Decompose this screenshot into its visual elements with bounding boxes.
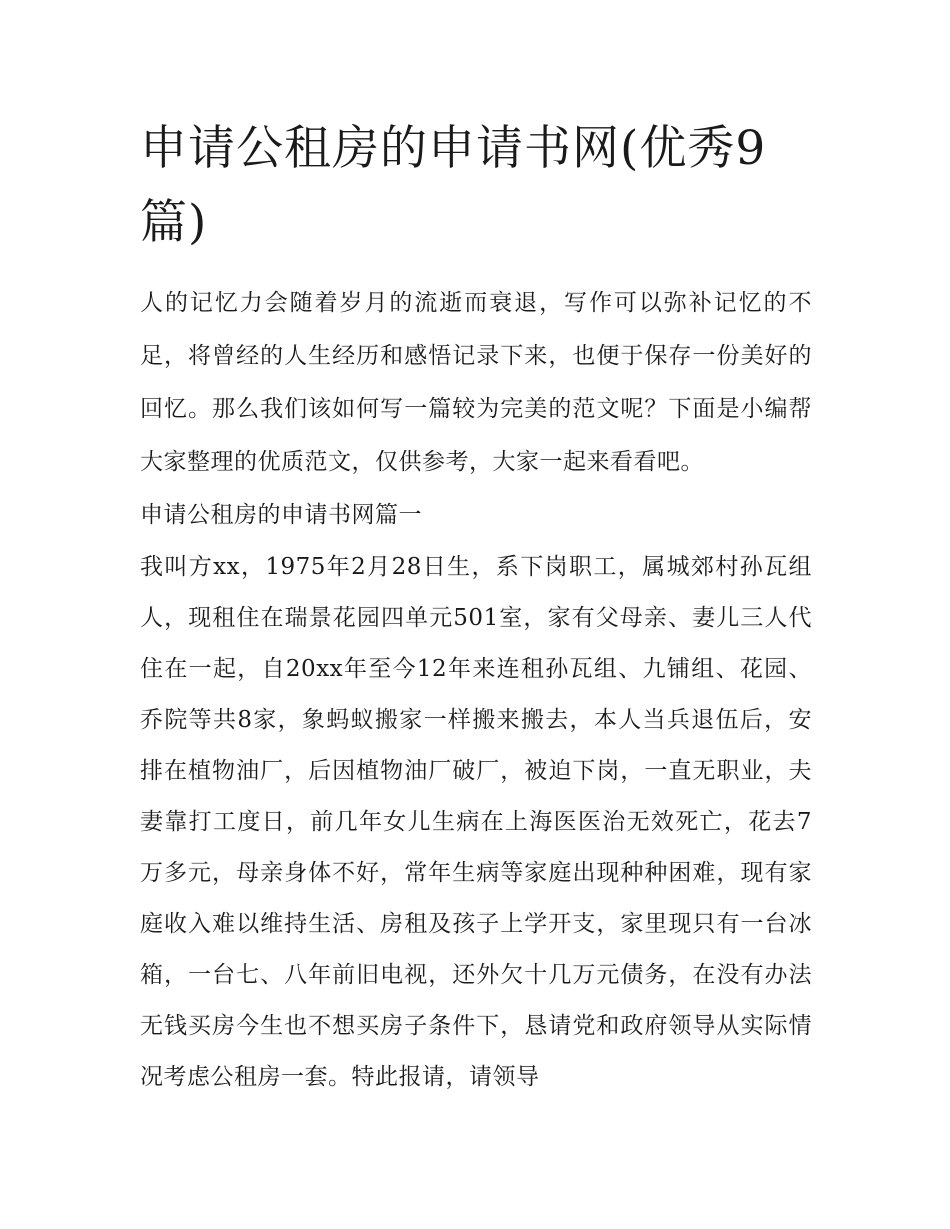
document-page bbox=[140, 112, 812, 1103]
body-paragraph: 我叫方xx，1975年2月28日生，系下岗职工，属城郊村孙瓦组人，现租住在瑞景花园四单元501室，家有父母亲、妻儿三人代住在一起，自20xx年至今12年来连租孙瓦组、九铺组、花园、乔院等共8家，象蚂蚁搬家一样搬来搬去，本人当兵退伍后，安排在植物油厂，后因植物油厂破厂，被迫下岗，一直无职业，夫妻靠打工度日，前几年女儿生病在上海医医治无效死亡，花去7万多元，母亲身体不好，常年生病等家庭出现种种困难，现有家庭收入难以维持生活、房租及孩子上学开支，家里现只有一台冰箱，一台七、八年前旧电视，还外欠十几万元债务，在没有办法无钱买房今生也不想买房子条件下，恳请党和政府领导从实际情况考虑公租房一套。特此报请，请领导 bbox=[140, 554, 812, 1090]
section-heading: 申请公租房的申请书网篇一 bbox=[140, 502, 422, 528]
document-title: 申请公租房的申请书网(优秀9篇) bbox=[140, 121, 767, 250]
intro-paragraph: 人的记忆力会随着岁月的流逝而衰退，写作可以弥补记忆的不足，将曾经的人生经历和感悟记录下来，也便于保存一份美好的回忆。那么我们该如何写一篇较为完美的范文呢？下面是小编帮大家整理的优质范文，仅供参考，大家一起来看看吧。 bbox=[140, 290, 812, 475]
